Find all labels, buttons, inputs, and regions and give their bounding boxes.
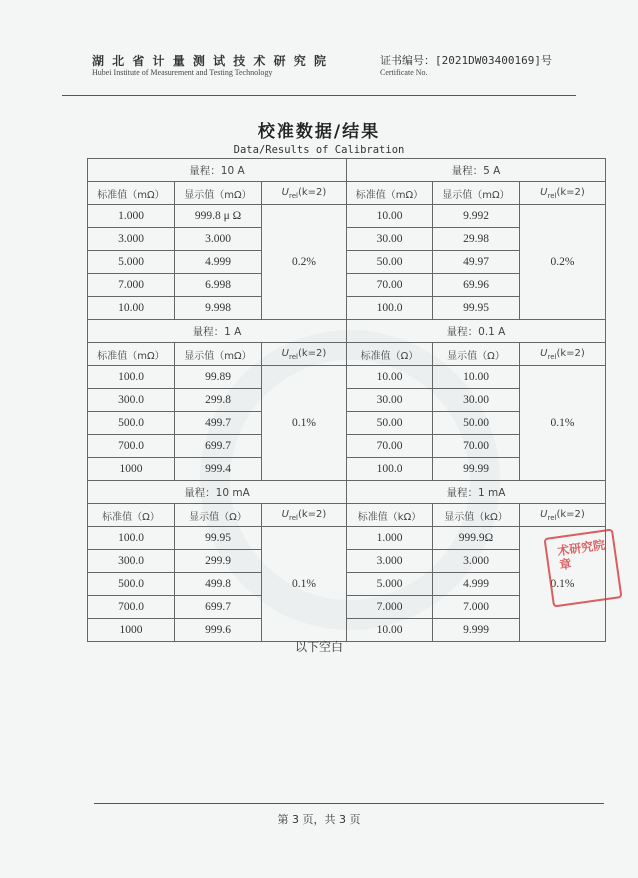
cert-suffix: 号 [540, 54, 552, 67]
col-standard-left: 标准值（Ω） [88, 504, 175, 527]
seal-text-2: 章 [558, 556, 573, 573]
display-value-left: 699.7 [175, 435, 262, 458]
institute-name-en: Hubei Institute of Measurement and Testing Technology [92, 68, 273, 77]
standard-value-left: 700.0 [88, 435, 175, 458]
display-value-left: 99.95 [175, 527, 262, 550]
urel-coverage: (k=2) [297, 508, 327, 520]
page-title: 校准数据/结果 [257, 122, 381, 142]
urel-symbol: U [540, 186, 548, 198]
uncertainty-left: 0.2% [262, 205, 347, 320]
standard-value-left: 700.0 [88, 596, 175, 619]
col-standard-right: 标准值（kΩ） [347, 504, 433, 527]
display-value-left: 299.8 [175, 389, 262, 412]
display-value-left: 4.999 [175, 251, 262, 274]
display-value-left: 999.4 [175, 458, 262, 481]
urel-coverage: (k=2) [297, 347, 327, 359]
seal-text-1: 术研究院 [556, 537, 606, 559]
display-value-left: 499.7 [175, 412, 262, 435]
page-number: 第 3 页，共 3 页 [277, 813, 361, 826]
range-label-right: 量程：0.1 A [347, 320, 606, 343]
display-value-right: 9.999 [433, 619, 520, 642]
range-label-left: 量程：1 A [88, 320, 347, 343]
standard-value-right: 100.0 [347, 297, 433, 320]
standard-value-left: 5.000 [88, 251, 175, 274]
col-standard-right: 标准值（Ω） [347, 343, 433, 366]
display-value-left: 299.9 [175, 550, 262, 573]
table-row [88, 366, 606, 389]
display-value-right: 99.99 [433, 458, 520, 481]
range-row [88, 159, 606, 182]
display-value-right: 4.999 [433, 573, 520, 596]
standard-value-right: 5.000 [347, 573, 433, 596]
table-row [88, 527, 606, 550]
display-value-right: 10.00 [433, 366, 520, 389]
standard-value-left: 7.000 [88, 274, 175, 297]
col-standard-right: 标准值（mΩ） [347, 182, 433, 205]
urel-symbol: U [281, 186, 289, 198]
uncertainty-right: 0.1% [520, 366, 606, 481]
urel-coverage: (k=2) [556, 347, 585, 359]
col-standard-left: 标准值（mΩ） [88, 182, 175, 205]
col-urel-right [520, 182, 606, 205]
standard-value-left: 3.000 [88, 228, 175, 251]
display-value-right: 9.992 [433, 205, 520, 228]
standard-value-right: 70.00 [347, 435, 433, 458]
standard-value-left: 500.0 [88, 412, 175, 435]
display-value-right: 50.00 [433, 412, 520, 435]
urel-symbol: U [540, 347, 548, 359]
standard-value-right: 3.000 [347, 550, 433, 573]
urel-subscript: rel [547, 191, 557, 200]
col-standard-left: 标准值（mΩ） [88, 343, 175, 366]
col-display-left: 显示值（mΩ） [175, 343, 262, 366]
standard-value-right: 1.000 [347, 527, 433, 550]
cert-label-en: Certificate No. [380, 68, 428, 77]
display-value-left: 499.8 [175, 573, 262, 596]
display-value-left: 999.6 [175, 619, 262, 642]
display-value-left: 3.000 [175, 228, 262, 251]
urel-subscript: rel [289, 352, 298, 361]
col-urel-right [520, 343, 606, 366]
standard-value-left: 10.00 [88, 297, 175, 320]
standard-value-left: 1.000 [88, 205, 175, 228]
uncertainty-right: 0.1% [520, 527, 606, 642]
display-value-left: 9.998 [175, 297, 262, 320]
blank-below-note: 以下空白 [294, 640, 343, 654]
urel-coverage: (k=2) [556, 508, 585, 520]
cert-number-value: [2021DW03400169] [435, 54, 541, 67]
display-value-right: 30.00 [433, 389, 520, 412]
display-value-left: 6.998 [175, 274, 262, 297]
uncertainty-left: 0.1% [262, 527, 347, 642]
urel-symbol: U [281, 508, 289, 520]
calibration-table [87, 158, 606, 642]
column-header-row [88, 182, 606, 205]
range-row [88, 481, 606, 504]
standard-value-right: 10.00 [347, 205, 433, 228]
display-value-right: 99.95 [433, 297, 520, 320]
standard-value-right: 50.00 [347, 251, 433, 274]
certificate-number [380, 52, 552, 68]
standard-value-right: 100.0 [347, 458, 433, 481]
standard-value-left: 1000 [88, 458, 175, 481]
standard-value-left: 300.0 [88, 550, 175, 573]
urel-subscript: rel [289, 513, 298, 522]
display-value-left: 999.8 μ Ω [175, 205, 262, 228]
standard-value-left: 300.0 [88, 389, 175, 412]
urel-subscript: rel [289, 191, 298, 200]
standard-value-left: 500.0 [88, 573, 175, 596]
standard-value-right: 30.00 [347, 228, 433, 251]
range-label-right: 量程：5 A [347, 159, 606, 182]
official-seal [543, 528, 622, 607]
uncertainty-left: 0.1% [262, 366, 347, 481]
urel-symbol: U [281, 347, 289, 359]
col-urel-left [262, 343, 347, 366]
display-value-right: 70.00 [433, 435, 520, 458]
display-value-right: 999.9Ω [433, 527, 520, 550]
urel-subscript: rel [547, 352, 557, 361]
standard-value-left: 1000 [88, 619, 175, 642]
standard-value-right: 10.00 [347, 366, 433, 389]
urel-symbol: U [540, 508, 548, 520]
standard-value-right: 50.00 [347, 412, 433, 435]
urel-coverage: (k=2) [297, 186, 327, 198]
col-urel-left [262, 504, 347, 527]
display-value-left: 699.7 [175, 596, 262, 619]
display-value-right: 69.96 [433, 274, 520, 297]
standard-value-left: 100.0 [88, 527, 175, 550]
display-value-right: 7.000 [433, 596, 520, 619]
standard-value-right: 10.00 [347, 619, 433, 642]
col-display-right: 显示值（kΩ） [433, 504, 520, 527]
range-label-left: 量程：10 mA [88, 481, 347, 504]
range-label-right: 量程：1 mA [347, 481, 606, 504]
range-label-left: 量程：10 A [88, 159, 347, 182]
col-display-right: 显示值（mΩ） [433, 182, 520, 205]
column-header-row [88, 504, 606, 527]
display-value-right: 29.98 [433, 228, 520, 251]
urel-subscript: rel [547, 513, 557, 522]
cert-label-cn: 证书编号： [380, 54, 435, 67]
range-row [88, 320, 606, 343]
standard-value-right: 70.00 [347, 274, 433, 297]
display-value-right: 49.97 [433, 251, 520, 274]
page-subtitle: Data/Results of Calibration [233, 144, 405, 156]
col-urel-right [520, 504, 606, 527]
display-value-left: 99.89 [175, 366, 262, 389]
standard-value-right: 7.000 [347, 596, 433, 619]
col-display-right: 显示值（Ω） [433, 343, 520, 366]
footer-rule [94, 803, 604, 804]
standard-value-left: 100.0 [88, 366, 175, 389]
standard-value-right: 30.00 [347, 389, 433, 412]
display-value-right: 3.000 [433, 550, 520, 573]
urel-coverage: (k=2) [556, 186, 585, 198]
column-header-row [88, 343, 606, 366]
col-urel-left [262, 182, 347, 205]
col-display-left: 显示值（Ω） [175, 504, 262, 527]
institute-name-cn: 湖 北 省 计 量 测 试 技 术 研 究 院 [92, 54, 328, 68]
table-row [88, 205, 606, 228]
col-display-left: 显示值（mΩ） [175, 182, 262, 205]
uncertainty-right: 0.2% [520, 205, 606, 320]
header-rule [62, 95, 576, 96]
